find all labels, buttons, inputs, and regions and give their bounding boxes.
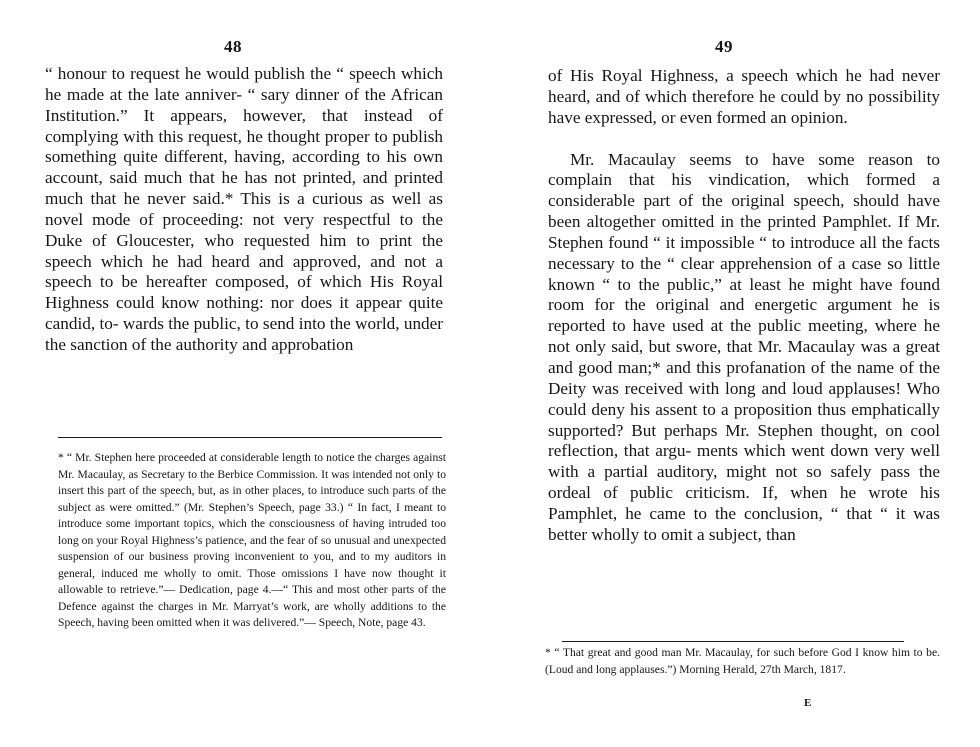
right-paragraph-1: of His Royal Highness, a speech which he had never heard, and of which therefore he could by no possibility have expressed, or even formed an opinion. <box>548 66 940 127</box>
signature-mark: E <box>804 697 812 709</box>
right-footnote: * “ That great and good man Mr. Macaulay, for such before God I know him to be. (Loud and long applauses.”) Morning Herald, 27th March, 1817. <box>545 646 940 676</box>
footnote-rule-right <box>562 641 904 642</box>
right-body-text <box>548 66 940 546</box>
right-page <box>490 0 980 747</box>
footnote-rule-left <box>58 437 442 438</box>
left-body-text: “ honour to request he would publish the “ speech which he made at the late anniver- “ sary dinner of the African Institution.” It appears, however, that instead of complying with this request, he thought proper to publish something quite different, having, according to his own account, said much that he has not printed, and printed much that he never said.* This is a curious as well as novel mode of proceeding: not very respectful to the Duke of Gloucester, who requested him to print the speech which he had heard and approved, and not a speech to be hereafter composed, of which His Royal Highness could know nothing: nor does it appear quite candid, to- wards the public, to send into the world, under the sanction of the authority and approbation <box>45 64 443 354</box>
left-footnote: * “ Mr. Stephen here proceeded at considerable length to notice the charges against Mr. Macaulay, as Secretary to the Berbice Commission. It was intended not only to insert this part of the speech, but, as in other places, to introduce such parts of the subject as were omitted.” (Mr. Stephen’s Speech, page 33.) “ In fact, I meant to introduce some important topics, which the consciousness of having intruded too long on your Royal Highness’s patience, and the fear of so unusual and unexpected suspension of our business proving inconvenient to you, and to my auditors in general, induced me wholly to omit. Those omissions I have now thought it allowable to retrieve.”— Dedication, page 4.—“ This and most other parts of the Defence against the charges in Mr. Marryat’s work, are wholly additions to the Speech, having been omitted when it was delivered.”— Speech, Note, page 43. <box>58 451 446 629</box>
page-number-right: 49 <box>715 37 733 56</box>
right-paragraph-2: Mr. Macaulay seems to have some reason to complain that his vindication, which formed a considerable part of the original speech, should have been altogether omitted in the printed Pamphlet. If Mr. Stephen found “ it impossible “ to introduce all the facts necessary to the “ clear apprehension of a case so little known “ to the public,” at least he might have found room for the original and energetic argument he is reported to have used at the public meeting, where he not only said, but swore, that Mr. Macaulay was a great and good man;* and this profanation of the name of the Deity was received with long and loud applauses! Who could deny his assent to a proposition thus emphatically supported? But perhaps Mr. Stephen thought, on cool reflection, that argu- ments which went down very well with a partial auditory, might not so safely pass the ordeal of public criticism. If, when he wrote his Pamphlet, he came to the conclusion, “ that “ it was better wholly to omit a subject, than <box>548 149 940 544</box>
page-number-left: 48 <box>224 37 242 56</box>
